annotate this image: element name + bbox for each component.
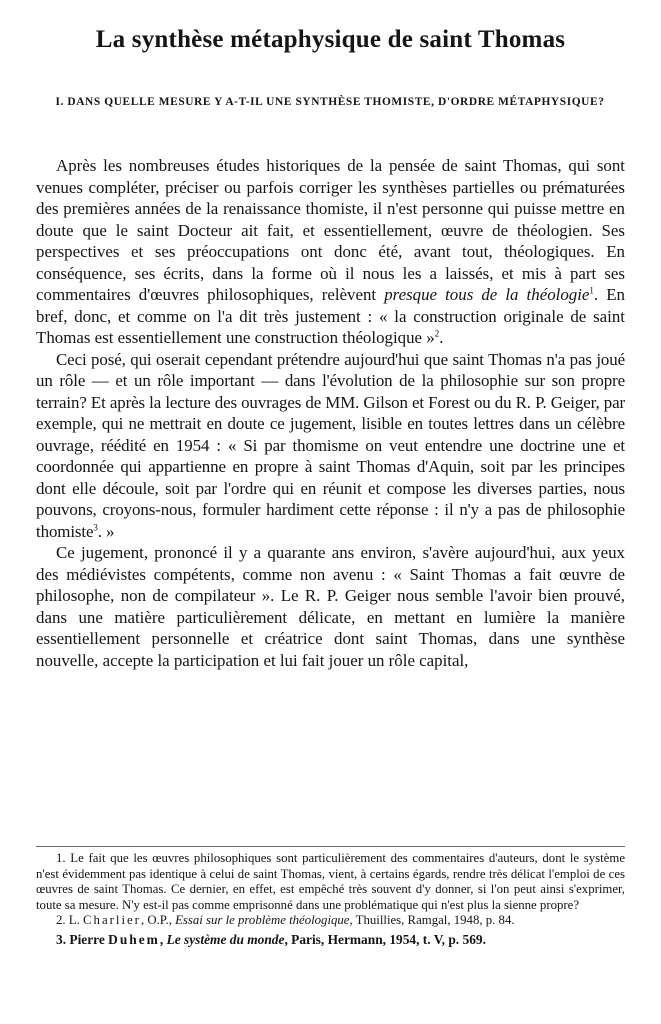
paragraph-1-text-c: . — [439, 328, 444, 347]
footnote-2-rest: , Thuillies, Ramgal, 1948, p. 84. — [349, 913, 515, 927]
footnote-3-work: Le système du monde — [166, 931, 285, 947]
footnote-3-author: Duhem — [108, 931, 160, 947]
footnote-2-work: Essai sur le problème théologique — [175, 913, 350, 927]
footnote-3-num: 3. Pierre — [56, 931, 109, 947]
paragraph-2-text-a: Ceci posé, qui oserait cependant prétendre aujourd'hui que saint Thomas n'a pas joué un rôle — et un rôle important — dans l'évolution de la philosophie sur son propre terrain? Et après la lecture des ouvrages de MM. Gilson et Forest ou du R. P. Geiger, par exemple, qui ne mettrait en doute ce jugement, lisible en toutes lettres dans un célèbre ouvrage, réédité en 1954 : « Si par thomisme on veut entendre une doctrine une et coordonnée qui appartienne en propre à saint Thomas d'Aquin, soit par les principes dont elle découle, soit par l'ordre qui en réunit et compose les diverses parties, nous pouvons, croyons-nous, formuler hardiment cette réponse : il n'y a pas de philosophie thomiste — [36, 349, 625, 541]
footnote-ref-1: 1 — [589, 285, 594, 296]
footnote-2-num: 2. L. — [56, 913, 84, 927]
section-heading: I. DANS QUELLE MESURE Y A-T-IL UNE SYNTHÈSE THOMISTE, D'ORDRE MÉTAPHYSIQUE? — [55, 96, 605, 108]
footnote-divider — [36, 846, 625, 847]
paragraph-3: Ce jugement, prononcé il y a quarante ans environ, s'avère aujourd'hui, aux yeux des médiévistes compétents, comme non avenu : « Saint Thomas a fait œuvre de philosophe, non de compilateur ». Le R. P. Geiger nous semble l'avoir bien prouvé, dans une matière particulièrement délicate, en mettant en lumière la manière essentiellement personnelle et créatrice dont saint Thomas, dans une synthèse nouvelle, accepte la participation et lui fait jouer un rôle capital, — [36, 543, 625, 670]
footnote-2-author: Charlier — [83, 913, 141, 927]
footnote-ref-2: 2 — [434, 328, 440, 339]
paragraph-1 — [36, 155, 625, 349]
body-text — [36, 155, 625, 671]
paragraph-2 — [36, 349, 625, 543]
footnote-3 — [36, 932, 625, 948]
paragraph-1-italic: presque tous de la théologie — [384, 285, 590, 304]
paragraph-1-text-b: . En bref, donc, et comme on l'a dit très justement : « la construction originale de saint Thomas est essentiellement une construction théologique » — [36, 285, 625, 347]
footnote-1: 1. Le fait que les œuvres philosophiques sont particulièrement des commentaires d'auteurs, dont le système n'est évidemment pas identique à celui de saint Thomas, vient, à certains égards, rendre très délicat l'emploi de ces œuvres de saint Thomas. Ce dernier, en effet, est empêché très souvent d'y donner, si l'on peut ainsi s'exprimer, toute sa mesure. N'y est-il pas comme emprisonné dans une problématique qui n'est plus la sienne propre? — [36, 851, 625, 912]
footnote-2-order: , O.P., — [140, 913, 176, 927]
paragraph-2-text-b: . » — [97, 521, 115, 541]
footnote-3-sep: , — [159, 931, 167, 947]
page-title: La synthèse métaphysique de saint Thomas — [95, 26, 566, 53]
footnotes — [36, 851, 625, 947]
footnote-2 — [36, 913, 625, 929]
footnote-3-rest: , Paris, Hermann, 1954, t. V, p. 569. — [284, 931, 486, 947]
paragraph-1-text-a: Après les nombreuses études historiques de la pensée de saint Thomas, qui sont venues compléter, préciser ou parfois corriger les synthèses partielles ou prématurées des premières années de la renaissance thomiste, il n'est personne qui puisse mettre en doute que le saint Docteur ait fait, et essentiellement, œuvre de théologien. Ses perspectives et ses préoccupations ont donc été, avant tout, théologiques. En conséquence, ses écrits, dans la forme où il nous les a laissés, et mis à part ses commentaires d'œuvres philosophiques, relèvent — [36, 156, 625, 304]
footnote-ref-3: 3 — [93, 521, 98, 532]
